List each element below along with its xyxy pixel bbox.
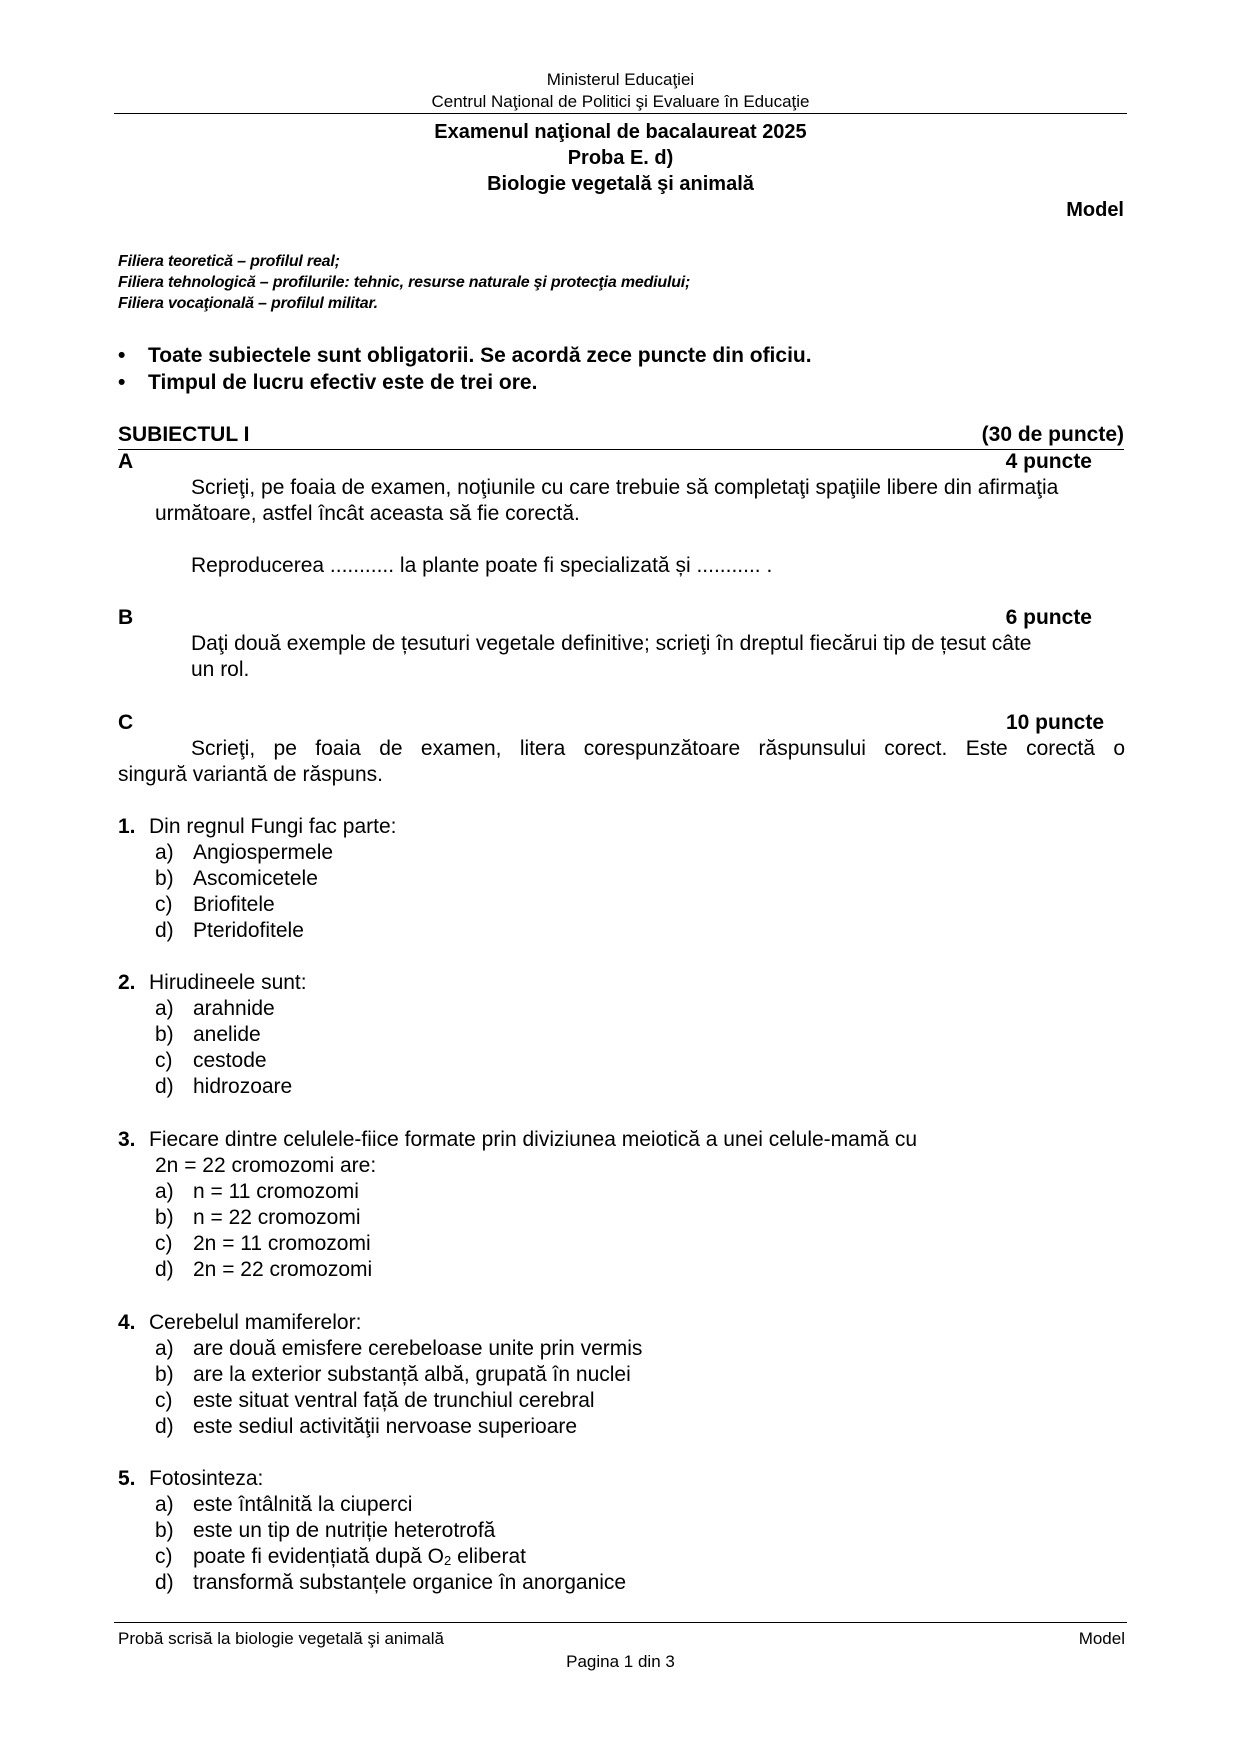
option-text: Pteridofitele: [193, 919, 304, 942]
bullet-text: Toate subiectele sunt obligatorii. Se acordă zece puncte din oficiu.: [148, 344, 812, 367]
answer-option: [155, 996, 275, 1022]
question-text-continued: 2n = 22 cromozomi are:: [155, 1154, 377, 1177]
option-text: n = 11 cromozomi: [193, 1180, 359, 1203]
section-c-letter: C: [118, 711, 134, 734]
footer-rule: [114, 1622, 1127, 1623]
instruction-bullet: [118, 371, 537, 395]
answer-option: [155, 1257, 372, 1283]
option-letter: a): [155, 997, 174, 1020]
filiera-line: Filiera teoretică – profilul real;: [118, 253, 340, 270]
option-text: este un tip de nutriție heterotrofă: [193, 1519, 496, 1542]
option-text: are la exterior substanță albă, grupată în nuclei: [193, 1363, 631, 1386]
option-letter: d): [155, 1571, 174, 1594]
option-letter: d): [155, 1258, 174, 1281]
option-text: Briofitele: [193, 893, 275, 916]
option-letter: c): [155, 1545, 173, 1568]
option-letter: c): [155, 1232, 173, 1255]
option-text: este sediul activităţii nervoase superioare: [193, 1415, 578, 1438]
option-letter: c): [155, 1049, 173, 1072]
section-b-text: Daţi două exemple de țesuturi vegetale definitive; scrieţi în dreptul fiecărui tip de țesut câte: [191, 632, 1032, 655]
ministry-name: Ministerul Educaţiei: [546, 70, 695, 89]
subject-header: [118, 423, 1124, 450]
question-text: Fiecare dintre celulele-fiice formate prin diviziunea meiotică a unei celule-mamă cu: [149, 1128, 918, 1151]
answer-option: [155, 1388, 595, 1414]
option-text: arahnide: [193, 997, 275, 1020]
section-a-statement: Reproducerea ........... la plante poate fi specializată și ........... .: [191, 554, 773, 577]
option-letter: b): [155, 1519, 174, 1542]
option-text: eliberat: [451, 1545, 526, 1568]
option-letter: c): [155, 1389, 173, 1412]
answer-option: [155, 1231, 371, 1257]
option-letter: d): [155, 1075, 174, 1098]
option-text: n = 22 cromozomi: [193, 1206, 361, 1229]
question-number: 2.: [118, 971, 136, 994]
answer-option: [155, 892, 275, 918]
answer-option: [155, 866, 318, 892]
question: [118, 970, 307, 996]
instruction-bullet: [118, 344, 812, 368]
bullet-icon: •: [118, 344, 126, 367]
option-letter: b): [155, 1023, 174, 1046]
answer-option: [155, 1414, 577, 1440]
answer-option: [155, 1022, 261, 1048]
answer-option: [155, 1518, 495, 1544]
section-a-points: 4 puncte: [1005, 450, 1092, 473]
answer-option: [155, 1336, 642, 1362]
section-a-instruction: următoare, astfel încât aceasta să fie corectă.: [155, 502, 580, 525]
bullet-icon: •: [118, 371, 126, 394]
exam-subject: Biologie vegetală şi animală: [487, 173, 754, 195]
option-text: transformă substanțele organice în anorganice: [193, 1571, 627, 1594]
section-b-letter: B: [118, 606, 134, 629]
option-letter: b): [155, 1363, 174, 1386]
question-number: 1.: [118, 815, 136, 838]
option-text: are două emisfere cerebeloase unite prin vermis: [193, 1337, 643, 1360]
answer-option: [155, 1205, 361, 1231]
question: [118, 1127, 917, 1153]
subject-points: (30 de puncte): [981, 423, 1124, 446]
footer-right: Model: [1078, 1629, 1125, 1648]
exam-title: Examenul naţional de bacalaureat 2025: [434, 121, 807, 143]
option-text: este situat ventral față de trunchiul cerebral: [193, 1389, 595, 1412]
option-text: Angiospermele: [193, 841, 334, 864]
option-text: este întâlnită la ciuperci: [193, 1493, 413, 1516]
footer-left: Probă scrisă la biologie vegetală şi animală: [118, 1629, 445, 1648]
model-label: Model: [1066, 199, 1124, 221]
option-letter: c): [155, 893, 173, 916]
answer-option: [155, 1362, 631, 1388]
option-letter: a): [155, 841, 174, 864]
option-letter: b): [155, 1206, 174, 1229]
section-a-instruction: Scrieţi, pe foaia de examen, noţiunile cu care trebuie să completaţi spaţiile libere din afirmaţia: [191, 476, 1059, 499]
question-text: Cerebelul mamiferelor:: [149, 1311, 362, 1334]
option-text: 2n = 22 cromozomi: [193, 1258, 373, 1281]
option-text: poate fi evidențiată după O: [193, 1545, 445, 1568]
header-rule: [114, 113, 1127, 114]
answer-option: [155, 1179, 359, 1205]
section-c-text: Scrieţi, pe foaia de examen, litera corespunzătoare răspunsului corect. Este corectă o: [191, 737, 1125, 760]
question-number: 5.: [118, 1467, 136, 1490]
option-text: hidrozoare: [193, 1075, 293, 1098]
question-number: 4.: [118, 1311, 136, 1334]
question: [118, 1466, 263, 1492]
answer-option: [155, 840, 333, 866]
subject-label: SUBIECTUL I: [118, 423, 250, 446]
option-letter: a): [155, 1337, 174, 1360]
answer-option: [155, 1048, 267, 1074]
question: [118, 1310, 361, 1336]
answer-option: [155, 1570, 626, 1596]
filiera-line: Filiera tehnologică – profilurile: tehnic, resurse naturale şi protecţia mediului;: [118, 274, 691, 291]
option-text: Ascomicetele: [193, 867, 318, 890]
section-b-points: 6 puncte: [1005, 606, 1092, 629]
option-letter: b): [155, 867, 174, 890]
option-text: 2n = 11 cromozomi: [193, 1232, 371, 1255]
subscript: 2: [444, 1553, 452, 1568]
answer-option: [155, 1492, 412, 1518]
answer-option: [155, 1074, 292, 1100]
option-letter: a): [155, 1180, 174, 1203]
option-text: anelide: [193, 1023, 261, 1046]
section-c-text: singură variantă de răspuns.: [118, 763, 383, 786]
question: [118, 814, 396, 840]
section-a-letter: A: [118, 450, 134, 473]
center-name: Centrul Naţional de Politici şi Evaluare în Educaţie: [431, 92, 810, 111]
filiera-line: Filiera vocaţională – profilul militar.: [118, 295, 378, 312]
section-b-text: un rol.: [191, 658, 250, 681]
option-letter: d): [155, 1415, 174, 1438]
bullet-text: Timpul de lucru efectiv este de trei ore.: [148, 371, 538, 394]
page-number: Pagina 1 din 3: [566, 1652, 675, 1671]
option-letter: a): [155, 1493, 174, 1516]
answer-option: [155, 918, 304, 944]
question-number: 3.: [118, 1128, 136, 1151]
exam-proba: Proba E. d): [567, 147, 674, 169]
question-text: Hirudineele sunt:: [149, 971, 307, 994]
question-text: Din regnul Fungi fac parte:: [149, 815, 397, 838]
question-text: Fotosinteza:: [149, 1467, 264, 1490]
option-text: cestode: [193, 1049, 267, 1072]
section-c-points: 10 puncte: [1005, 711, 1104, 734]
option-letter: d): [155, 919, 174, 942]
